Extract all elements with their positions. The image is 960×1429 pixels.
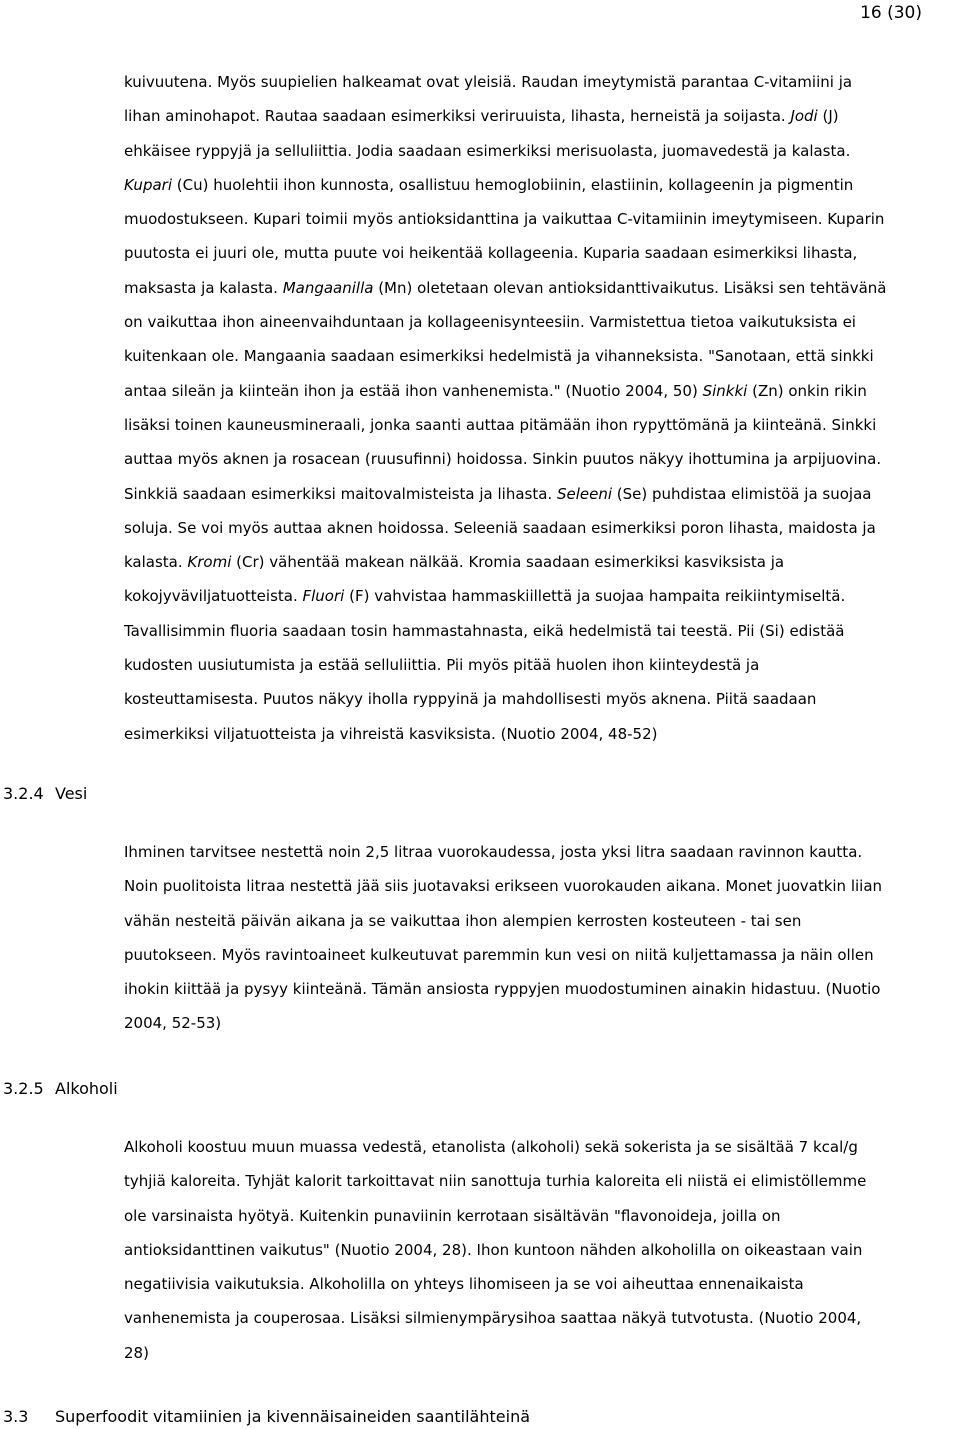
text-line — [124, 1130, 944, 1164]
text-run: antioksidanttinen vaikutus" (Nuotio 2004, 28). Ihon kuntoon nähden alkoholilla on oikeastaan vain — [124, 1240, 863, 1259]
text-run: ole varsinaista hyötyä. Kuitenkin punaviinin kerrotaan sisältävän "flavonoideja, joilla on — [124, 1206, 781, 1225]
heading-number: 3.2.4 — [3, 784, 44, 803]
text-run: kuitenkaan ole. Mangaania saadaan esimerkiksi hedelmistä ja vihanneksista. "Sanotaan, että sinkki — [124, 347, 874, 366]
text-line — [124, 1006, 944, 1040]
text-run: (Mn) oletetaan olevan antioksidanttivaikutus. Lisäksi sen tehtävänä — [373, 278, 887, 297]
text-run: (Se) puhdistaa elimistöä ja suojaa — [612, 484, 872, 503]
text-line — [124, 134, 944, 168]
italic-term: Mangaanilla — [282, 278, 374, 297]
body-paragraph-alkoholi — [124, 1130, 944, 1370]
text-line — [124, 869, 944, 903]
italic-term: Kupari — [124, 175, 172, 194]
text-run: (Cu) huolehtii ihon kunnosta, osallistuu hemoglobiinin, elastiinin, kollageenin ja pigmentin — [172, 175, 854, 194]
text-line — [124, 236, 944, 270]
text-run: negatiivisia vaikutuksia. Alkoholilla on yhteys lihomiseen ja se voi aiheuttaa ennenaikaista — [124, 1275, 804, 1294]
text-run: kudosten uusiutumista ja estää selluliittia. Pii myös pitää huolen ihon kiinteydestä ja — [124, 656, 760, 675]
text-line — [124, 1233, 944, 1267]
text-run: antaa sileän ja kiinteän ihon ja estää ihon vanhenemista." (Nuotio 2004, 50) — [124, 381, 703, 400]
text-line — [124, 545, 944, 579]
text-line — [124, 682, 944, 716]
section-heading-vesi — [3, 783, 87, 805]
text-line — [124, 305, 944, 339]
text-line — [124, 717, 944, 751]
text-line — [124, 1199, 944, 1233]
text-line — [124, 99, 944, 133]
text-run: puutokseen. Myös ravintoaineet kulkeutuvat paremmin kun vesi on niitä kuljettamassa ja näin ollen — [124, 945, 874, 964]
body-paragraph-vesi — [124, 835, 944, 1041]
text-line — [124, 904, 944, 938]
text-line — [124, 442, 944, 476]
text-line — [124, 1267, 944, 1301]
text-line — [124, 511, 944, 545]
heading-title: Vesi — [55, 784, 88, 803]
text-run: auttaa myös aknen ja rosacean (ruusufinni) hoidossa. Sinkin puutos näkyy ihottumina ja arpijuovina. — [124, 450, 882, 469]
text-run: puutosta ei juuri ole, mutta puute voi heikentää kollageenia. Kuparia saadaan esimerkiksi lihasta, — [124, 244, 858, 263]
text-run: kokojyväviljatuotteista. — [124, 587, 303, 606]
text-run: kalasta. — [124, 553, 188, 572]
text-line — [124, 835, 944, 869]
text-run: maksasta ja kalasta. — [124, 278, 283, 297]
text-run: lihan aminohapot. Rautaa saadaan esimerkiksi veriruuista, lihasta, herneistä ja soijasta. — [124, 107, 791, 126]
text-line — [124, 339, 944, 373]
italic-term: Fluori — [302, 587, 345, 606]
text-run: Noin puolitoista litraa nestettä jää siis juotavaksi erikseen vuorokauden aikana. Monet juovatkin liian — [124, 877, 883, 896]
text-run: (Cr) vähentää makean nälkää. Kromia saadaan esimerkiksi kasviksista ja — [231, 553, 785, 572]
text-run: esimerkiksi viljatuotteista ja vihreistä kasviksista. (Nuotio 2004, 48-52) — [124, 724, 658, 743]
text-run: Sinkkiä saadaan esimerkiksi maitovalmisteista ja lihasta. — [124, 484, 557, 503]
text-run: (Zn) onkin rikin — [747, 381, 867, 400]
text-run: vanhenemista ja couperosaa. Lisäksi silmienympärysihoa saattaa näkyä tutvotusta. (Nuotio 2004, — [124, 1309, 862, 1328]
text-line — [124, 168, 944, 202]
text-run: ehkäisee ryppyjä ja selluliittia. Jodia saadaan esimerkiksi merisuolasta, juomavedestä ja kalasta. — [124, 141, 851, 160]
text-run: kuivuutena. Myös suupielien halkeamat ovat yleisiä. Raudan imeytymistä parantaa C-vitamiini ja — [124, 73, 853, 91]
text-run: lisäksi toinen kauneusmineraali, jonka saanti auttaa pitämään ihon rypyttömänä ja kiinteänä. Sinkki — [124, 415, 877, 434]
text-line — [124, 648, 944, 682]
text-line — [124, 408, 944, 442]
text-line — [124, 938, 944, 972]
text-line — [124, 477, 944, 511]
text-run: (J) — [817, 107, 839, 126]
body-paragraph-minerals — [124, 65, 944, 751]
italic-term: Kromi — [187, 553, 232, 572]
text-run: kosteuttamisesta. Puutos näkyy iholla ryppyinä ja mahdollisesti myös aknena. Piitä saadaan — [124, 690, 817, 709]
text-run: on vaikuttaa ihon aineenvaihduntaan ja kollageenisynteesiin. Varmistettua tietoa vaikutuksista ei — [124, 313, 856, 332]
text-line — [124, 972, 944, 1006]
text-line — [124, 1164, 944, 1198]
text-run: Tavallisimmin fluoria saadaan tosin hammastahnasta, eikä hedelmistä tai teestä. Pii (Si) edistää — [124, 621, 845, 640]
text-run: Ihminen tarvitsee nestettä noin 2,5 litraa vuorokaudessa, josta yksi litra saadaan ravinnon kautta. — [124, 843, 863, 861]
text-run: soluja. Se voi myös auttaa aknen hoidossa. Seleeniä saadaan esimerkiksi poron lihasta, maidosta ja — [124, 518, 876, 537]
text-run: Alkoholi koostuu muun muassa vedestä, etanolista (alkoholi) sekä sokerista ja se sisältää 7 kcal/g — [124, 1138, 858, 1156]
text-run: 2004, 52-53) — [124, 1014, 222, 1033]
text-line — [124, 374, 944, 408]
text-line — [124, 579, 944, 613]
heading-title: Alkoholi — [55, 1079, 118, 1098]
heading-number: 3.3 — [3, 1407, 29, 1426]
text-line — [124, 271, 944, 305]
text-line — [124, 1336, 944, 1370]
text-run: tyhjiä kaloreita. Tyhjät kalorit tarkoittavat niin sanottuja turhia kaloreita eli niistä ei elimistöllemme — [124, 1172, 867, 1191]
text-run: ihokin kiittää ja pysyy kiinteänä. Tämän ansiosta ryppyjen muodostuminen ainakin hidastuu. (Nuotio — [124, 980, 881, 999]
section-heading-superfoodit — [3, 1406, 530, 1428]
page-number: 16 (30) — [860, 3, 922, 23]
text-run: muodostukseen. Kupari toimii myös antioksidanttina ja vaikuttaa C-vitamiinin imeytymiseen. Kuparin — [124, 210, 885, 229]
text-line — [124, 202, 944, 236]
text-run: vähän nesteitä päivän aikana ja se vaikuttaa ihon alempien kerrosten kosteuteen - tai sen — [124, 911, 802, 930]
text-line — [124, 614, 944, 648]
italic-term: Sinkki — [702, 381, 748, 400]
heading-number: 3.2.5 — [3, 1079, 44, 1098]
italic-term: Seleeni — [556, 484, 613, 503]
italic-term: Jodi — [790, 107, 818, 126]
text-line — [124, 1301, 944, 1335]
section-heading-alkoholi — [3, 1078, 118, 1100]
text-line — [124, 65, 944, 99]
text-run: 28) — [124, 1343, 149, 1362]
text-run: (F) vahvistaa hammaskiillettä ja suojaa hampaita reikiintymiseltä. — [344, 587, 846, 606]
heading-title: Superfoodit vitamiinien ja kivennäisaineiden saantilähteinä — [55, 1407, 531, 1426]
